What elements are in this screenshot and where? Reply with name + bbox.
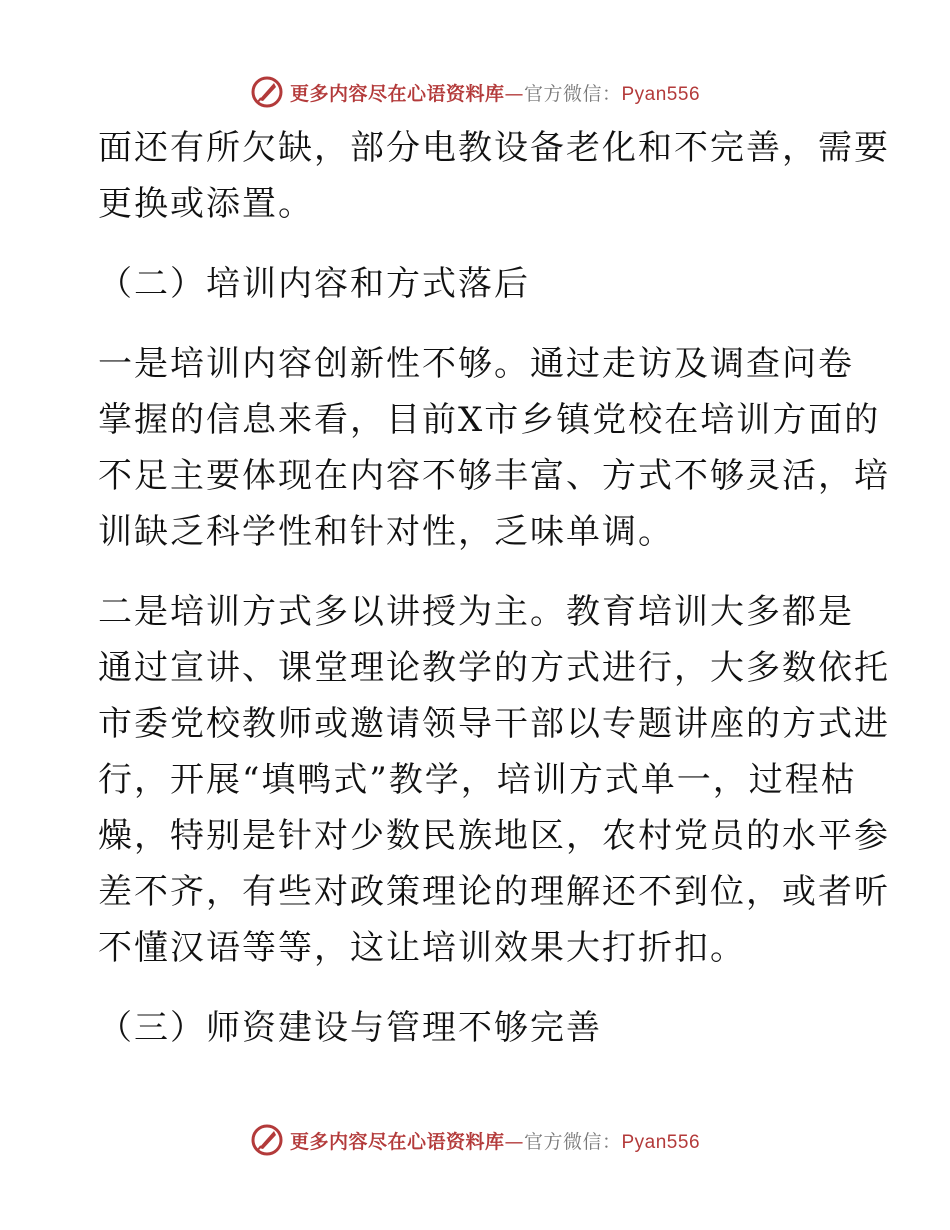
paragraph-1 [98, 120, 890, 232]
text-line: 差不齐，有些对政策理论的理解还不到位，或者听 [98, 872, 890, 912]
text-line: 面还有所欠缺，部分电教设备老化和不完善，需要 [98, 128, 890, 168]
watermark-account: Pyan556 [621, 1131, 701, 1153]
text-line: 掌握的信息来看，目前X市乡镇党校在培训方面的 [98, 400, 881, 440]
text-line: 不懂汉语等等，这让培训效果大打折扣。 [98, 928, 746, 968]
text-line: 不足主要体现在内容不够丰富、方式不够灵活，培 [98, 456, 890, 496]
watermark-main: 更多内容尽在心语资料库 [289, 82, 505, 105]
watermark-main: 更多内容尽在心语资料库 [289, 1130, 505, 1153]
footer-watermark [0, 1120, 950, 1160]
text-line: 燥，特别是针对少数民族地区，农村党员的水平参 [98, 816, 890, 856]
paragraph-4 [98, 584, 890, 976]
heading-line: （三）师资建设与管理不够完善 [98, 1008, 602, 1048]
watermark-text [290, 1127, 700, 1154]
watermark-official: 官方微信： [523, 1130, 622, 1153]
watermark-dash: — [504, 1130, 524, 1153]
feather-pen-logo-icon [250, 1123, 284, 1157]
heading-line: （二）培训内容和方式落后 [98, 264, 530, 304]
text-line: 通过宣讲、课堂理论教学的方式进行，大多数依托 [98, 648, 890, 688]
text-line: 市委党校教师或邀请领导干部以专题讲座的方式进 [98, 704, 890, 744]
paragraph-3 [98, 336, 890, 560]
watermark-account: Pyan556 [621, 83, 701, 105]
section-heading-2 [98, 256, 858, 312]
watermark-text [290, 79, 700, 106]
text-line: 一是培训内容创新性不够。通过走访及调查问卷 [98, 344, 854, 384]
feather-pen-logo-icon [250, 75, 284, 109]
text-line: 二是培训方式多以讲授为主。教育培训大多都是 [98, 592, 854, 632]
text-line: 行，开展“填鸭式”教学，培训方式单一，过程枯 [98, 760, 857, 800]
watermark-official: 官方微信： [523, 82, 622, 105]
text-line: 更换或添置。 [98, 184, 314, 224]
document-body [98, 120, 890, 1056]
text-line: 训缺乏科学性和针对性，乏味单调。 [98, 512, 674, 552]
section-heading-3 [98, 1000, 858, 1056]
watermark-dash: — [504, 82, 524, 105]
header-watermark [0, 72, 950, 112]
